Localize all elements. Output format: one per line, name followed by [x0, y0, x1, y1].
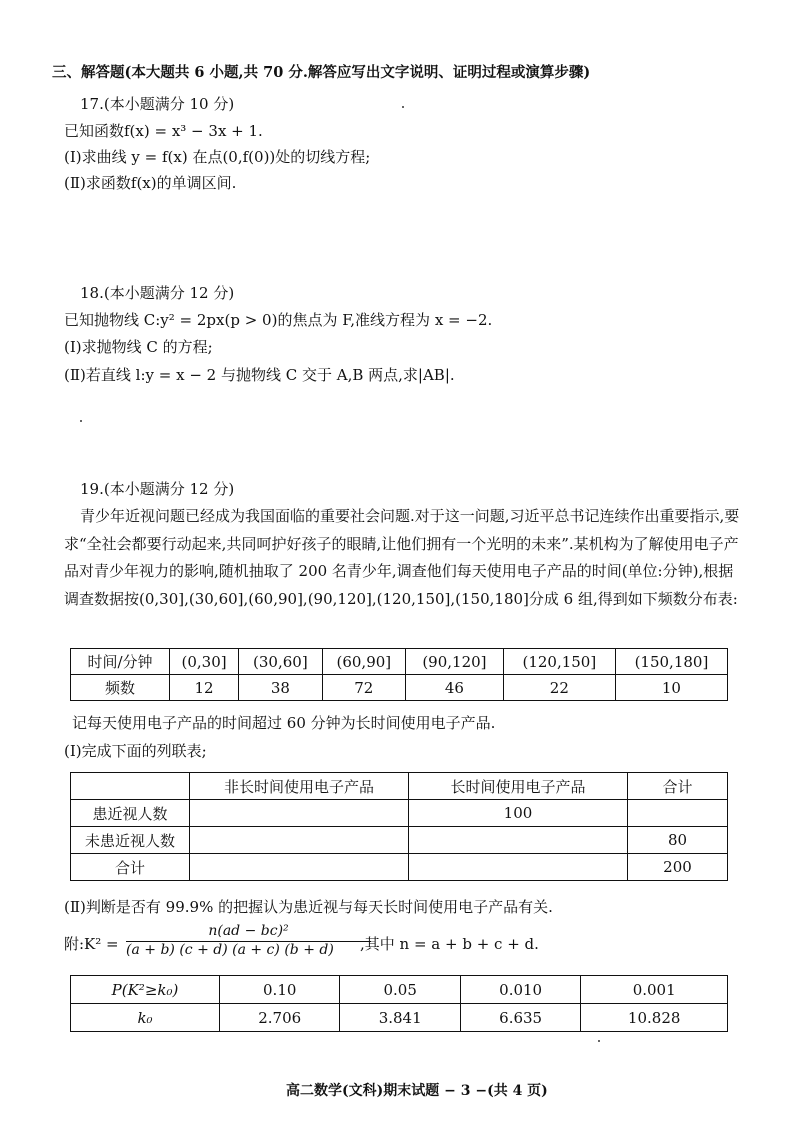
k-value: 2.706: [220, 1004, 340, 1032]
freq-interval: (90,120]: [406, 649, 504, 675]
table-row: [71, 1004, 728, 1032]
q19-part1: (Ⅰ)完成下面的列联表;: [64, 742, 207, 760]
freq-interval: (150,180]: [615, 649, 727, 675]
freq-count: 10: [615, 675, 727, 701]
k-table-row1-label: P(K²≥k₀): [71, 976, 220, 1004]
table-row: [71, 800, 728, 827]
p-value: 0.10: [220, 976, 340, 1004]
contingency-cell[interactable]: [628, 800, 728, 827]
freq-row-header-count: 频数: [71, 675, 170, 701]
freq-count: 46: [406, 675, 504, 701]
q19-header: 19.(本小题满分 12 分): [80, 480, 235, 498]
contingency-cell: 80: [628, 827, 728, 854]
p-value: 0.010: [460, 976, 580, 1004]
contingency-cell[interactable]: [409, 827, 628, 854]
formula-prefix: 附:K² =: [64, 935, 119, 953]
contingency-cell[interactable]: [190, 854, 409, 881]
scan-speck: [80, 420, 82, 422]
freq-count: 72: [322, 675, 405, 701]
scan-speck: [402, 106, 404, 108]
k-table-row2-label: k₀: [71, 1004, 220, 1032]
freq-count: 38: [239, 675, 322, 701]
critical-value-table: [70, 975, 728, 1032]
formula-numerator: n(ad − bc)²: [208, 923, 289, 939]
contingency-table: [70, 772, 728, 881]
contingency-header: [71, 773, 190, 800]
k-value: 10.828: [581, 1004, 728, 1032]
freq-interval: (0,30]: [170, 649, 239, 675]
q17-header: 17.(本小题满分 10 分): [80, 95, 235, 113]
contingency-header: 长时间使用电子产品: [409, 773, 628, 800]
contingency-row-label: 合计: [71, 854, 190, 881]
freq-count: 22: [503, 675, 615, 701]
contingency-cell: 100: [409, 800, 628, 827]
q17-part1: (Ⅰ)求曲线 y = f(x) 在点(0,f(0))处的切线方程;: [64, 148, 371, 166]
q18-part1: (Ⅰ)求抛物线 C 的方程;: [64, 338, 213, 356]
q17-part2: (Ⅱ)求函数f(x)的单调区间.: [64, 174, 237, 192]
contingency-cell[interactable]: [190, 800, 409, 827]
table-row: [71, 675, 728, 701]
q18-header: 18.(本小题满分 12 分): [80, 284, 235, 302]
formula-fraction: [126, 923, 371, 965]
q19-note: 记每天使用电子产品的时间超过 60 分钟为长时间使用电子产品.: [72, 714, 496, 732]
q19-intro: 青少年近视问题已经成为我国面临的重要社会问题.对于这一问题,习近平总书记连续作出重要指示,要求“全社会都要行动起来,共同呵护好孩子的眼睛,让他们拥有一个光明的未来”.某机构为了解使用电子产品对青少年视力的影响,随机抽取了 200 名青少年,调查他们每天使用电子产品的时间(单位:分钟),根据调查数据按(0,30],(30,60],(60,90],(90,120],(120,150],(150,180]分成 6 组,得到如下频数分布表:: [64, 507, 740, 608]
frequency-table: [70, 648, 728, 701]
freq-interval: (60,90]: [322, 649, 405, 675]
table-row: [71, 773, 728, 800]
q19-part2: (Ⅱ)判断是否有 99.9% 的把握认为患近视与每天长时间使用电子产品有关.: [64, 898, 553, 916]
contingency-cell[interactable]: [190, 827, 409, 854]
q17-given: 已知函数f(x) = x³ − 3x + 1.: [64, 122, 263, 140]
contingency-header: 合计: [628, 773, 728, 800]
page-footer: 高二数学(文科)期末试题 − 3 −(共 4 页): [286, 1083, 548, 1099]
freq-count: 12: [170, 675, 239, 701]
contingency-header: 非长时间使用电子产品: [190, 773, 409, 800]
p-value: 0.05: [340, 976, 460, 1004]
p-value: 0.001: [581, 976, 728, 1004]
formula-suffix: ,其中 n = a + b + c + d.: [360, 935, 539, 953]
k-value: 6.635: [460, 1004, 580, 1032]
freq-row-header-time: 时间/分钟: [71, 649, 170, 675]
k-value: 3.841: [340, 1004, 460, 1032]
freq-interval: (30,60]: [239, 649, 322, 675]
q18-given: 已知抛物线 C:y² = 2px(p > 0)的焦点为 F,准线方程为 x = −2.: [64, 311, 493, 329]
contingency-cell[interactable]: [409, 854, 628, 881]
section-title: 三、解答题(本大题共 6 小题,共 70 分.解答应写出文字说明、证明过程或演算步骤): [52, 64, 591, 81]
freq-interval: (120,150]: [503, 649, 615, 675]
scan-speck: [598, 1040, 600, 1042]
contingency-row-label: 未患近视人数: [71, 827, 190, 854]
contingency-row-label: 患近视人数: [71, 800, 190, 827]
q18-part2: (Ⅱ)若直线 l:y = x − 2 与抛物线 C 交于 A,B 两点,求|AB|.: [64, 366, 455, 384]
formula-denominator: (a + b) (c + d) (a + c) (b + d): [126, 942, 334, 958]
contingency-cell: 200: [628, 854, 728, 881]
table-row: [71, 649, 728, 675]
table-row: [71, 827, 728, 854]
table-row: [71, 976, 728, 1004]
table-row: [71, 854, 728, 881]
